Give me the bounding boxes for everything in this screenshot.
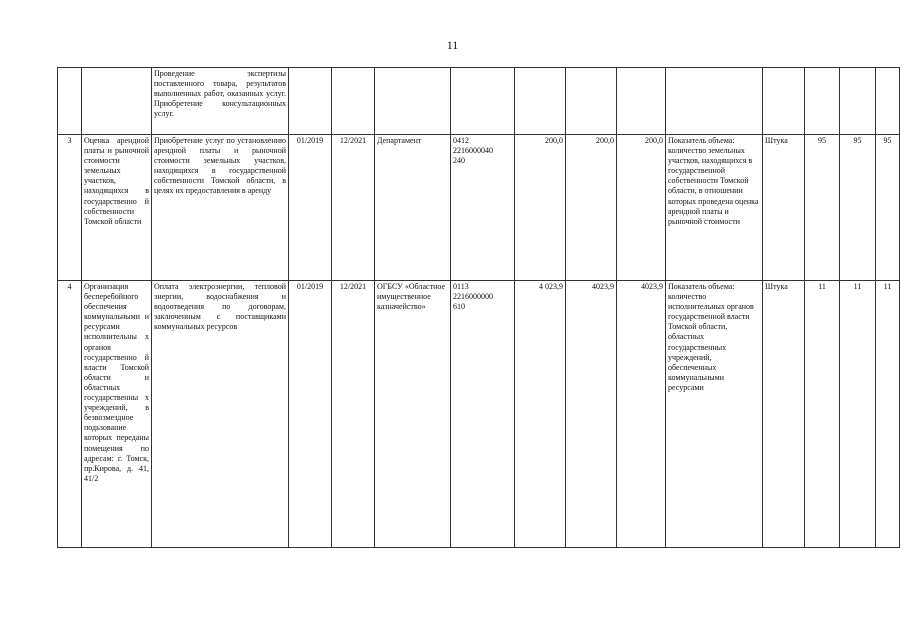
indicator-value-3: 11: [876, 281, 900, 548]
indicator: [666, 68, 763, 135]
row-number: 4: [58, 281, 82, 548]
amount-year-1: 4023,9: [566, 281, 617, 548]
end-date: 12/2021: [332, 135, 375, 281]
table-row: [58, 135, 900, 281]
indicator-value-1: 95: [805, 135, 840, 281]
amount-year-2: [617, 68, 666, 135]
amount-total: 4 023,9: [515, 281, 566, 548]
row-number: [58, 68, 82, 135]
amount-year-2: 200,0: [617, 135, 666, 281]
start-date: 01/2019: [289, 281, 332, 548]
end-date: 12/2021: [332, 281, 375, 548]
indicator-value-2: [840, 68, 876, 135]
executor: ОГБСУ «Областное имущественное казначейство»: [375, 281, 451, 548]
indicator-value-2: 95: [840, 135, 876, 281]
amount-total: [515, 68, 566, 135]
row-number: 3: [58, 135, 82, 281]
indicator-value-3: [876, 68, 900, 135]
table-row: [58, 281, 900, 548]
indicator-value-2: 11: [840, 281, 876, 548]
indicator: Показатель объема: количество земельных участков, находящихся в государственной собственности Томской области, в отношении которых проведена оценка арендной платы и рыночной стоимости: [666, 135, 763, 281]
amount-year-1: [566, 68, 617, 135]
amount-year-1: 200,0: [566, 135, 617, 281]
start-date: 01/2019: [289, 135, 332, 281]
event-description: Проведение экспертизы поставленного товара, результатов выполненных работ, оказанных услуг. Приобретение консультационных услуг.: [152, 68, 289, 135]
executor: Департамент: [375, 135, 451, 281]
indicator-value-1: 11: [805, 281, 840, 548]
executor: [375, 68, 451, 135]
event-description: Оплата электроэнергии, тепловой энергии, водоснабжения и водоотведения по договорам, заключенным с поставщиками коммунальных ресурсов: [152, 281, 289, 548]
indicator: Показатель объема: количество исполнительных органов государственной власти Томской области, областных государственных учреждений, обеспеченных коммунальными ресурсами: [666, 281, 763, 548]
amount-year-2: 4023,9: [617, 281, 666, 548]
event-name: [82, 68, 152, 135]
start-date: [289, 68, 332, 135]
unit: [763, 68, 805, 135]
amount-total: 200,0: [515, 135, 566, 281]
budget-code: 0113 2216000000 610: [451, 281, 515, 548]
end-date: [332, 68, 375, 135]
event-name: Организация бесперебойного обеспечения коммунальными и ресурсами исполнительны х органов государственно й власти Томской области и областных государственны х учреждений, в безвозмездное подьзование которых переданы помещения по адресам: г. Томск, пр.Кирова, д. 41, 41/2: [82, 281, 152, 548]
indicator-value-3: 95: [876, 135, 900, 281]
event-name: Оценка арендной платы и рыночной стоимости земельных участков, находящихся в государственно й собственности Томской области: [82, 135, 152, 281]
indicator-value-1: [805, 68, 840, 135]
budget-code: 0412 2216000040 240: [451, 135, 515, 281]
page-number: 11: [446, 38, 459, 52]
table-row: [58, 68, 900, 135]
unit: Штука: [763, 135, 805, 281]
unit: Штука: [763, 281, 805, 548]
event-description: Приобретение услуг по установлению арендной платы и рыночной стоимости земельных участков, находящихся в государственной собственности Томской области, в целях их предоставления в аренду: [152, 135, 289, 281]
program-table: [57, 67, 900, 548]
budget-code: [451, 68, 515, 135]
